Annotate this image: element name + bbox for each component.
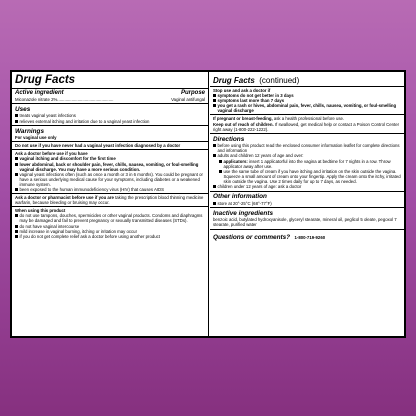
drug-facts-title: Drug Facts: [15, 74, 76, 86]
questions-row: [213, 231, 401, 242]
when-using-item: if you do not get complete relief ask a doctor before using another product: [15, 234, 205, 239]
uses-item: treats vaginal yeast infections: [15, 113, 205, 118]
stop-use-item: symptoms last more than 7 days: [213, 98, 401, 103]
stop-use-heading: Stop use and ask a doctor if: [213, 88, 271, 93]
do-not-use: Do not use if you have never had a vaginal yeast infection diagnosed by a doctor: [15, 143, 181, 149]
other-info-heading: Other information: [213, 193, 267, 201]
when-using-item: do not have vaginal intercourse: [15, 224, 205, 229]
directions-item: children under 12 years of age: ask a doctor: [213, 184, 401, 189]
stop-use-item: you get a rash or hives, abdominal pain, fever, chills, nausea, vomiting, or foul-smelling vaginal discharge: [213, 103, 401, 113]
drug-facts-panel: [10, 70, 406, 338]
ingredient-purpose: Vaginal antifungal: [171, 96, 205, 102]
other-info-item: store at 20°-25°C (68°-77°F): [213, 201, 401, 206]
when-using-item: mild increase in vaginal burning, itching or irritation may occur: [15, 229, 205, 234]
pharmacist-warning: Ask a doctor or pharmacist before use if you are taking the prescription blood thinning medicine warfarin, because bleeding or bruising may occur.: [15, 195, 204, 206]
bullet-square-icon: [15, 114, 18, 117]
directions-heading: Directions: [213, 135, 245, 143]
stop-use-item: symptoms do not get better in 3 days: [213, 93, 401, 98]
ask-doctor-heading: Ask a doctor before use if you have: [15, 151, 88, 157]
active-ingredient-heading: Active ingredient: [15, 90, 64, 96]
questions-heading: Questions or comments?: [213, 234, 291, 242]
ask-doctor-item: been exposed to the human immunodeficiency virus (HIV) that causes AIDS: [15, 187, 205, 192]
when-using-heading: When using this product: [15, 208, 66, 214]
bullet-square-icon: [15, 120, 18, 123]
inactive-heading: Inactive ingredients: [213, 209, 274, 217]
ingredient-name: Miconazole nitrate 2%: [15, 96, 58, 102]
ingredient-dots: ...............................................: [57, 96, 114, 102]
questions-phone: 1-800-719-9260: [294, 235, 326, 241]
right-column: [209, 72, 404, 336]
keep-out-warning: Keep out of reach of children. If swallowed, get medical help or contact a Poison Control Center right away (1-800-222-1222).: [213, 121, 400, 132]
active-ingredient-header: [15, 90, 205, 97]
uses-heading: Uses: [15, 105, 31, 113]
directions-applicators: applicators: insert 1 applicatorful into the vagina at bedtime for 7 nights in a row. Throw applicator away after use.: [213, 159, 401, 169]
when-using-item: do not use tampons, douches, spermicides or other vaginal products. Condoms and diaphragms may be damaged and fail to prevent pregnancy or sexually transmitted diseases (STDs).: [15, 213, 205, 223]
vaginal-use-only: For vaginal use only: [15, 135, 57, 141]
ask-doctor-item: vaginal yeast infections often (such as once a month or 3 in 6 months). You could be pregnant or have a serious underlying medical cause for your symptoms, including diabetes or a weakened immune system.: [15, 172, 205, 187]
ask-doctor-item: lower abdominal, back or shoulder pain, fever, chills, nausea, vomiting, or foul-smelling vaginal discharge. You may have a more serious condition.: [15, 162, 205, 172]
directions-item: before using this product read the enclosed consumer information leaflet for complete directions and information: [213, 143, 401, 153]
inactive-text: benzoic acid, butylated hydroxyanisole, glyceryl stearate, mineral oil, peglicol 5 oleate, pegoxol 7 stearate, purified water: [213, 217, 397, 228]
warnings-heading: Warnings: [15, 127, 44, 135]
active-ingredient-row: [15, 97, 205, 102]
pregnant-warning: If pregnant or breast-feeding, ask a health professional before use.: [213, 116, 345, 122]
directions-cream: use the same tube of cream if you have itching and irritation on the skin outside the vagina. Squeeze a small amount of cream onto your fingertip. Apply the cream onto the itchy, irritated skin outside the vagina. Use 2 times daily for up to 7 days, as needed.: [213, 169, 401, 184]
directions-item: adults and children 12 years of age and over:: [213, 153, 401, 158]
left-column: [12, 72, 209, 336]
uses-item: relieves external itching and irritation due to a vaginal yeast infection: [15, 119, 205, 124]
continued-title: Drug Facts (continued): [213, 76, 300, 85]
purpose-heading: Purpose: [180, 90, 205, 96]
ask-doctor-item: vaginal itching and discomfort for the first time: [15, 156, 205, 161]
